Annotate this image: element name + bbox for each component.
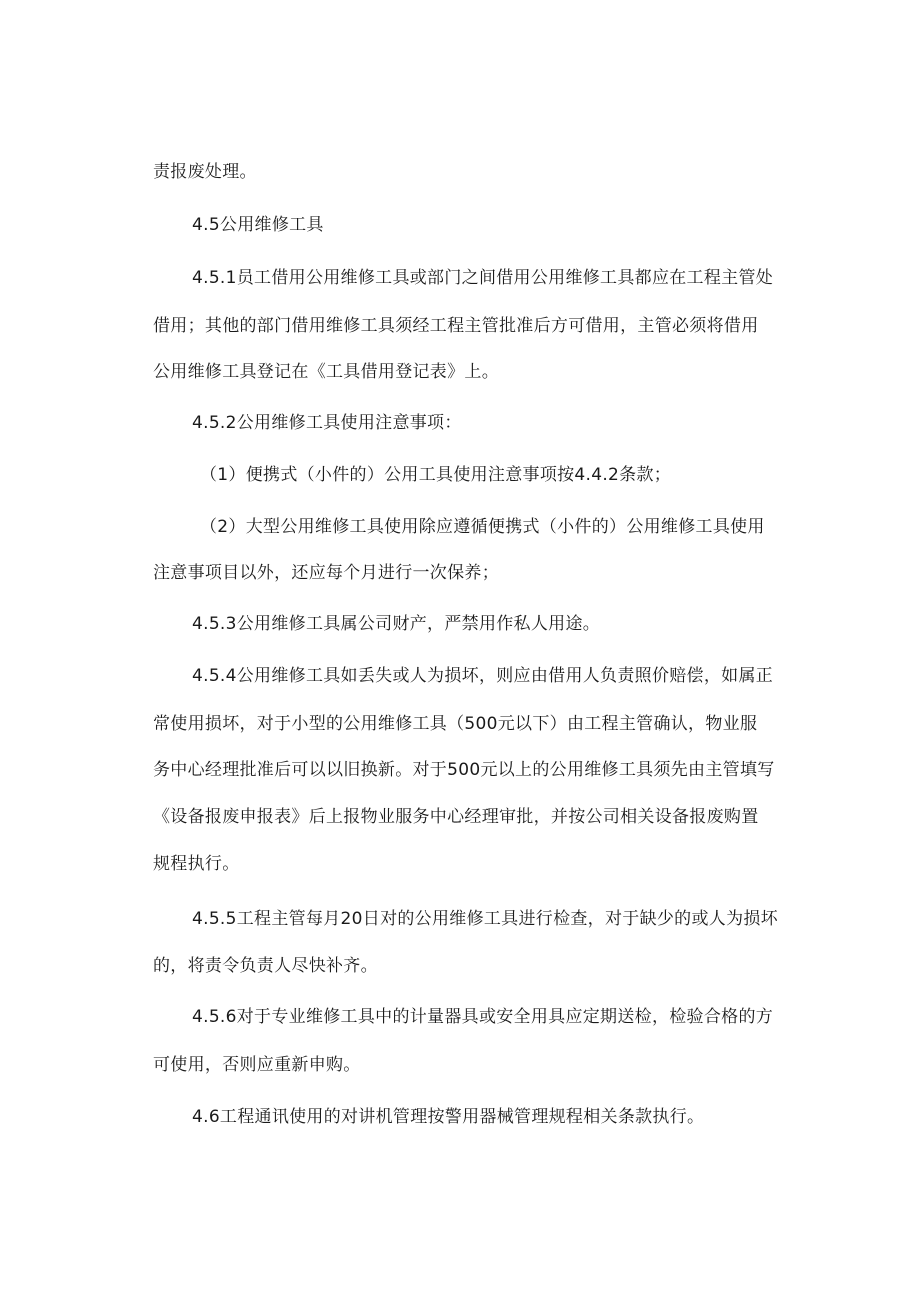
list-item-2-line-1: （2）大型公用维修工具使用除应遵循便携式（小件的）公用维修工具使用 xyxy=(200,517,765,537)
text-line-continuation: 责报废处理。 xyxy=(153,162,257,182)
paragraph-4-5-3: 4.5.3公用维修工具属公司财产，严禁用作私人用途。 xyxy=(192,614,601,634)
paragraph-4-5-1-line-3: 公用维修工具登记在《工具借用登记表》上。 xyxy=(153,362,499,382)
paragraph-4-5-1-line-2: 借用；其他的部门借用维修工具须经工程主管批准后方可借用，主管必须将借用 xyxy=(153,316,759,336)
paragraph-4-5-4-line-3: 务中心经理批准后可以以旧换新。对于500元以上的公用维修工具须先由主管填写 xyxy=(153,760,775,780)
paragraph-4-5-6-line-1: 4.5.6对于专业维修工具中的计量器具或安全用具应定期送检，检验合格的方 xyxy=(192,1007,774,1027)
paragraph-4-5-4-line-5: 规程执行。 xyxy=(153,854,240,874)
paragraph-4-5-4-line-2: 常使用损坏，对于小型的公用维修工具（500元以下）由工程主管确认，物业服 xyxy=(153,714,758,734)
section-heading-4-5: 4.5公用维修工具 xyxy=(192,215,324,235)
paragraph-4-5-5-line-2: 的，将责令负责人尽快补齐。 xyxy=(153,956,378,976)
paragraph-4-5-5-line-1: 4.5.5工程主管每月20日对的公用维修工具进行检查，对于缺少的或人为损坏 xyxy=(192,909,778,929)
paragraph-4-5-2: 4.5.2公用维修工具使用注意事项： xyxy=(192,413,462,433)
paragraph-4-5-6-line-2: 可使用，否则应重新申购。 xyxy=(153,1055,361,1075)
list-item-2-line-2: 注意事项目以外，还应每个月进行一次保养； xyxy=(153,563,499,583)
paragraph-4-5-4-line-4: 《设备报废申报表》后上报物业服务中心经理审批，并按公司相关设备报废购置 xyxy=(153,807,759,827)
paragraph-4-5-4-line-1: 4.5.4公用维修工具如丢失或人为损坏，则应由借用人负责照价赔偿，如属正 xyxy=(192,666,774,686)
paragraph-4-6: 4.6工程通讯使用的对讲机管理按警用器械管理规程相关条款执行。 xyxy=(192,1107,705,1127)
list-item-1: （1）便携式（小件的）公用工具使用注意事项按4.4.2条款； xyxy=(200,465,672,485)
paragraph-4-5-1-line-1: 4.5.1员工借用公用维修工具或部门之间借用公用维修工具都应在工程主管处 xyxy=(192,268,774,288)
